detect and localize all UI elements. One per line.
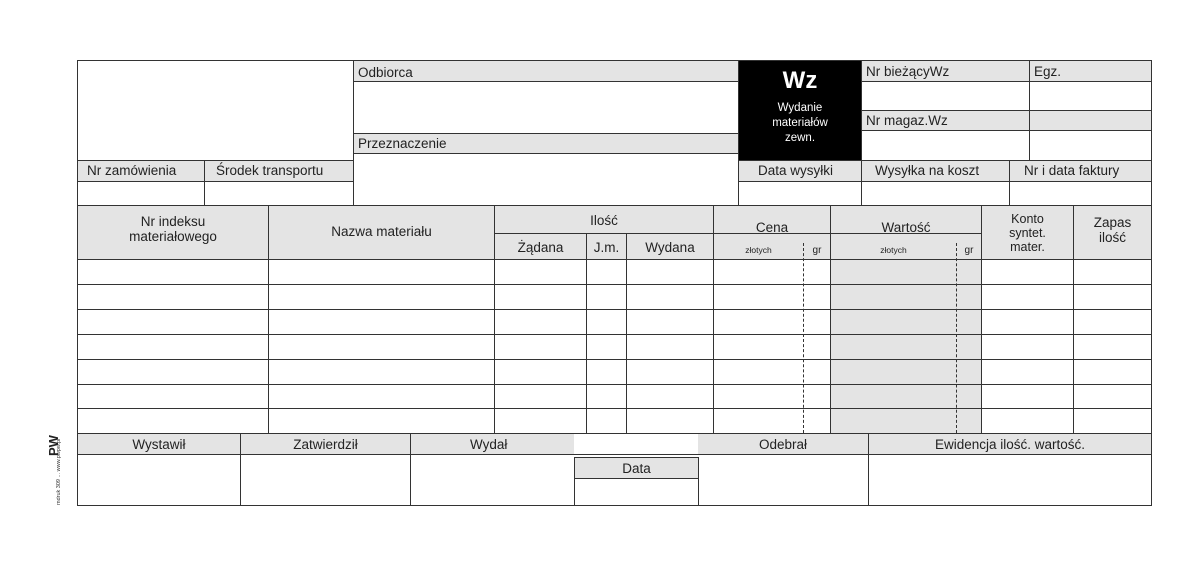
table-row-line-6 [77, 408, 1152, 409]
footer-div-2 [410, 433, 411, 506]
destination-label: Przeznaczenie [358, 136, 447, 151]
doc-title-line-3: zewn. [784, 132, 816, 144]
hline-warehouse-bottom [861, 130, 1152, 131]
col-price-right [830, 205, 831, 434]
doc-title-line-1: Wydanie [777, 102, 823, 114]
border-top [77, 60, 1152, 61]
hline-destination-bottom [353, 153, 739, 154]
stock-header-line-2: ilość [1098, 230, 1126, 245]
hline-ship-bottom [738, 181, 1152, 182]
index-header-line-1: Nr indeksu [140, 214, 206, 229]
price-gr-header: gr [812, 245, 822, 256]
invoice-label: Nr i data faktury [1024, 163, 1120, 178]
hline-destination-top [353, 133, 739, 134]
table-row-line-4 [77, 359, 1152, 360]
date-box-right [698, 457, 699, 506]
date-label: Data [622, 460, 651, 476]
received-by-label: Odebrał [759, 437, 808, 452]
ship-cost-label: Wysyłka na koszt [875, 163, 980, 178]
current-no-label: Nr bieżącyWz [866, 64, 950, 79]
released-by-label: Wydał [470, 437, 508, 452]
warehouse-no-label: Nr magaz.Wz [866, 113, 948, 128]
hline-ship-top [738, 160, 1152, 161]
footer-header-bottom [77, 454, 1152, 455]
table-row-line-1 [77, 284, 1152, 285]
price-gr-dashed-divider [803, 243, 804, 433]
price-header: Cena [755, 219, 789, 235]
hline-recipient [353, 81, 739, 82]
border-bottom [77, 505, 1152, 506]
table-row-line-5 [77, 384, 1152, 385]
value-header: Wartość [881, 219, 931, 235]
stock-header-line-1: Zapas [1093, 215, 1132, 230]
doc-code: Wz [782, 67, 818, 94]
table-top [77, 205, 1152, 206]
issued-by-label: Wystawił [132, 436, 186, 452]
unit-header: J.m. [593, 239, 620, 255]
doc-title [739, 101, 861, 146]
order-no-label: Nr zamówienia [87, 163, 177, 178]
requested-header: Żądana [517, 239, 564, 255]
hline-order-bottom [77, 181, 354, 182]
transport-label: Środek transportu [216, 163, 324, 178]
issued-header: Wydana [645, 239, 695, 255]
stock-header [1074, 213, 1151, 247]
divider-order-transport [204, 160, 205, 206]
index-header [78, 212, 268, 246]
table-bottom [77, 433, 1152, 434]
value-zloty-header: złotych [880, 245, 907, 255]
col-issued-right [713, 205, 714, 434]
date-box-mid [574, 478, 699, 479]
value-gr-header: gr [964, 245, 974, 256]
table-header-bottom [77, 259, 1152, 260]
divider-invoice [1009, 160, 1010, 206]
account-header [982, 209, 1073, 257]
doc-title-line-2: materiałów [772, 117, 828, 129]
hline-warehouse-top [861, 110, 1152, 111]
records-label: Ewidencja ilość. wartość. [934, 436, 1086, 452]
approved-by-label: Zatwierdził [293, 436, 358, 452]
account-header-line-2: syntet. [1009, 226, 1046, 240]
publisher-print-text: mdruk 309 ... www.pwpw.pl [56, 438, 62, 505]
hline-current-no [861, 81, 1152, 82]
index-header-line-2: materiałowego [129, 229, 217, 244]
material-name-header: Nazwa materiału [331, 223, 432, 239]
price-zloty-header: złotych [745, 245, 772, 255]
quantity-header: Ilość [590, 212, 618, 228]
date-box-top [574, 457, 699, 458]
publisher-logo: PW [46, 435, 61, 456]
recipient-label: Odbiorca [358, 65, 413, 80]
document-type-box [739, 61, 861, 160]
destination-area [354, 153, 739, 205]
copy-label: Egz. [1034, 64, 1062, 79]
value-column-shade [830, 259, 981, 433]
table-row-line-2 [77, 309, 1152, 310]
ship-date-label: Data wysyłki [758, 163, 834, 178]
hline-order-top [77, 160, 354, 161]
table-row-line-3 [77, 334, 1152, 335]
border-right [1151, 60, 1152, 506]
value-gr-dashed-divider [956, 243, 957, 433]
account-header-line-1: Konto [1011, 212, 1044, 226]
account-header-line-3: mater. [1010, 240, 1045, 254]
